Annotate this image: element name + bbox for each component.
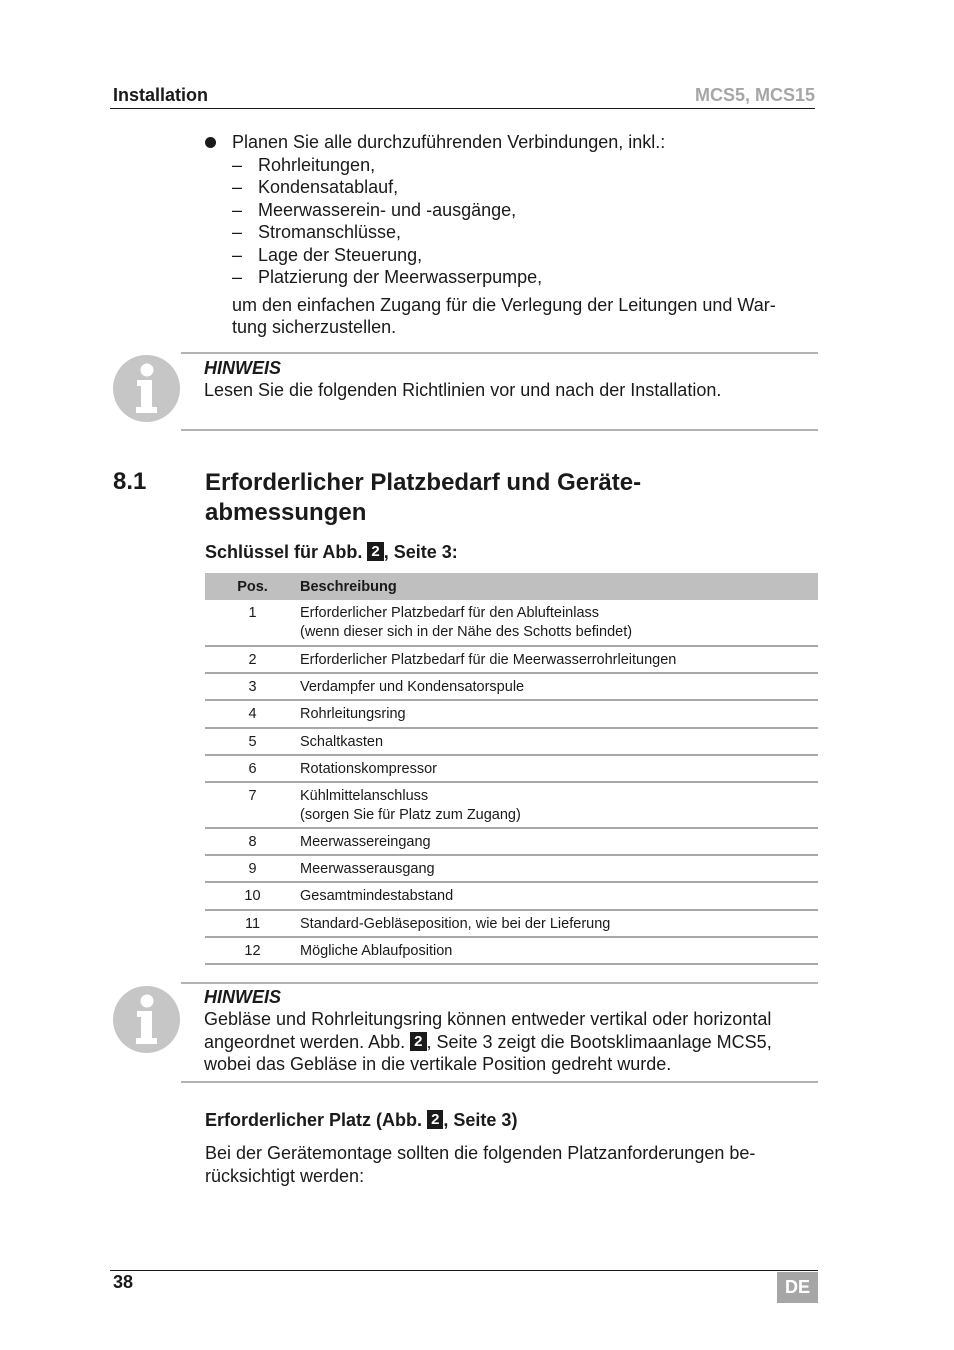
key-table — [205, 573, 818, 965]
note-title: HINWEIS — [204, 987, 282, 1007]
row-desc: Mögliche Ablaufposition — [300, 937, 818, 964]
row-desc: Rotationskompressor — [300, 755, 818, 782]
row-pos: 6 — [205, 755, 300, 782]
header-rule — [110, 108, 815, 109]
row-pos: 7 — [205, 782, 300, 828]
intro-block — [205, 131, 820, 339]
row-pos: 11 — [205, 910, 300, 937]
table-row — [205, 882, 818, 909]
key-heading-prefix: Schlüssel für Abb. — [205, 542, 363, 562]
section-title-line: abmessungen — [205, 499, 367, 526]
table-header-row — [205, 573, 818, 600]
row-desc: Verdampfer und Kondensatorspule — [300, 673, 818, 700]
page-number: 38 — [113, 1272, 134, 1292]
row-desc: Gesamtmindestabstand — [300, 882, 818, 909]
note-title: HINWEIS — [204, 358, 282, 378]
intro-bullet-text: Planen Sie alle durchzuführenden Verbindungen, inkl.: — [232, 132, 666, 152]
figure-ref-badge: 2 — [410, 1032, 426, 1051]
list-item: – Lage der Steuerung, — [232, 244, 820, 267]
row-pos: 12 — [205, 937, 300, 964]
table-row — [205, 782, 818, 828]
table-row — [205, 755, 818, 782]
row-desc-line: (sorgen Sie für Platz zum Zugang) — [300, 806, 521, 823]
row-desc-line: Erforderlicher Platzbedarf für den Ablufteinlass — [300, 605, 600, 621]
table-row — [205, 828, 818, 855]
list-item: – Kondensatablauf, — [232, 176, 820, 199]
row-desc: Meerwassereingang — [300, 828, 818, 855]
intro-bullet — [205, 131, 820, 154]
info-icon — [113, 986, 180, 1053]
row-desc: Rohrleitungsring — [300, 700, 818, 727]
note-box — [181, 982, 818, 1083]
row-pos: 10 — [205, 882, 300, 909]
row-pos: 4 — [205, 700, 300, 727]
row-desc — [300, 600, 818, 646]
row-desc-line: (wenn dieser sich in der Nähe des Schotts befindet) — [300, 624, 633, 640]
table-row — [205, 910, 818, 937]
bullet-icon — [205, 137, 216, 148]
key-heading — [205, 542, 458, 563]
space-heading — [205, 1110, 517, 1131]
space-text — [205, 1142, 815, 1187]
intro-tail — [232, 294, 820, 339]
footer-rule — [110, 1270, 818, 1271]
figure-ref-badge: 2 — [367, 542, 383, 561]
intro-tail-line: um den einfachen Zugang für die Verlegung der Leitungen und War- — [232, 294, 776, 315]
row-pos: 2 — [205, 646, 300, 673]
language-badge: DE — [777, 1272, 818, 1303]
list-item: – Stromanschlüsse, — [232, 221, 820, 244]
row-desc-line: Kühlmittelanschluss — [300, 787, 429, 804]
space-heading-suffix: , Seite 3) — [443, 1110, 518, 1130]
row-pos: 5 — [205, 728, 300, 755]
section-title — [205, 468, 765, 528]
table-row — [205, 700, 818, 727]
row-pos: 1 — [205, 600, 300, 646]
list-item: – Meerwasserein- und -ausgänge, — [232, 199, 820, 222]
row-pos: 8 — [205, 828, 300, 855]
table-row — [205, 855, 818, 882]
info-icon — [113, 355, 180, 422]
list-item: – Rohrleitungen, — [232, 154, 820, 177]
row-desc: Schaltkasten — [300, 728, 818, 755]
note-text: Lesen Sie die folgenden Richtlinien vor und nach der Installation. — [204, 380, 722, 400]
row-desc — [300, 782, 818, 828]
section-number: 8.1 — [113, 468, 147, 495]
table-row — [205, 673, 818, 700]
key-heading-suffix: , Seite 3: — [383, 542, 458, 562]
space-text-line: Bei der Gerätemontage sollten die folgenden Platzanforderungen be- — [205, 1143, 756, 1163]
row-desc: Meerwasserausgang — [300, 855, 818, 882]
table-row — [205, 646, 818, 673]
row-desc: Erforderlicher Platzbedarf für die Meerwasserrohrleitungen — [300, 646, 818, 673]
list-item: – Platzierung der Meerwasserpumpe, — [232, 266, 820, 289]
section-title-line: Erforderlicher Platzbedarf und Geräte- — [205, 469, 642, 496]
note-text — [204, 1008, 816, 1076]
intro-tail-line: tung sicherzustellen. — [232, 317, 397, 337]
figure-ref-badge: 2 — [427, 1110, 443, 1129]
space-heading-prefix: Erforderlicher Platz (Abb. — [205, 1110, 423, 1130]
note-text-part: , Seite 3 zeigt die Bootsklimaanlage MCS5, — [426, 1031, 772, 1052]
table-row — [205, 600, 818, 646]
row-desc: Standard-Gebläseposition, wie bei der Lieferung — [300, 910, 818, 937]
space-text-line: rücksichtigt werden: — [205, 1165, 365, 1186]
note-text-line: Gebläse und Rohrleitungsring können entweder vertikal oder horizontal — [204, 1009, 772, 1029]
connection-list — [232, 154, 820, 289]
note-text-part: angeordnet werden. Abb. — [204, 1031, 406, 1052]
note-text-line: wobei das Gebläse in die vertikale Position gedreht wurde. — [204, 1054, 672, 1074]
column-header-pos: Pos. — [205, 573, 300, 600]
header-model: MCS5, MCS15 — [694, 85, 815, 105]
note-box — [181, 352, 818, 431]
row-pos: 3 — [205, 673, 300, 700]
table-row — [205, 728, 818, 755]
row-pos: 9 — [205, 855, 300, 882]
column-header-desc: Beschreibung — [300, 573, 818, 600]
header-section: Installation — [113, 85, 209, 105]
note-text-line — [204, 1031, 816, 1054]
table-row — [205, 937, 818, 964]
